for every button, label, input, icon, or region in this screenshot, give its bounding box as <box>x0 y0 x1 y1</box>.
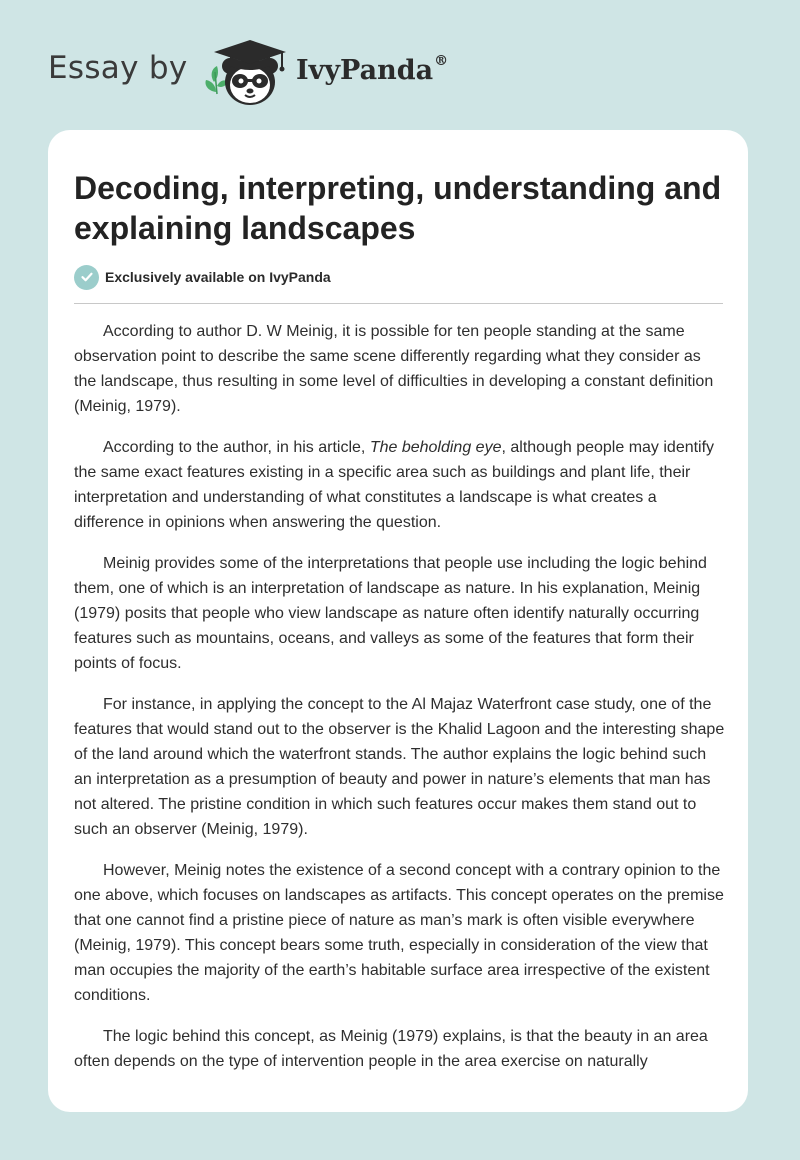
registered-mark: ® <box>434 53 449 69</box>
site-header <box>0 0 800 130</box>
paragraph: However, Meinig notes the existence of a second concept with a contrary opinion to the one above, which focuses on landscapes as artifacts. This concept operates on the premise that one cannot find a pristine piece of nature as man’s mark is often visible everywhere (Meinig, 1979). This concept bears some truth, especially in consideration of the view that man occupies the majority of the earth’s habitable surface area irrespective of the existent conditions. <box>74 862 724 1004</box>
paragraph: Meinig provides some of the interpretations that people use including the logic behind them, one of which is an interpretation of landscape as nature. In his explanation, Meinig (1979) posits that people who view landscape as nature often identify naturally occurring features such as mountains, oceans, and valleys as some of the features that form their points of focus. <box>74 555 707 672</box>
check-icon <box>74 265 99 290</box>
paragraph: The logic behind this concept, as Meinig (1979) explains, is that the beauty in an area often depends on the type of intervention people in the area exercise on naturally <box>74 1028 708 1070</box>
essay-title: Decoding, interpreting, understanding and explaining landscapes <box>74 170 722 246</box>
divider <box>74 303 723 304</box>
paragraph: According to the author, in his article, The beholding eye, although people may identify the same exact features existing in a specific area such as buildings and plant life, their interpretation and understanding of what constitutes a landscape is what creates a difference in opinions when answering the question. <box>74 439 715 531</box>
essay-body <box>74 319 726 1090</box>
badge-text: Exclusively available on IvyPanda <box>105 269 331 285</box>
panda-graduate-icon[interactable] <box>200 36 292 108</box>
essay-card <box>48 130 748 1112</box>
article-title-italic: The beholding eye <box>369 439 502 456</box>
exclusive-badge <box>74 264 331 290</box>
paragraph: According to author D. W Meinig, it is possible for ten people standing at the same observation point to describe the same scene differently regarding what they consider as the landscape, thus resulting in some level of difficulties in developing a constant definition (Meinig, 1979). <box>74 323 714 415</box>
paragraph: For instance, in applying the concept to the Al Majaz Waterfront case study, one of the features that would stand out to the observer is the Khalid Lagoon and the interesting shape of the land around which the waterfront stands. The author explains the logic behind such an interpretation as a presumption of beauty and power in nature’s elements that man has not altered. The pristine condition in which such features occur makes them stand out to such an observer (Meinig, 1979). <box>74 696 725 838</box>
brand-name[interactable]: IvyPanda® <box>296 53 449 86</box>
essay-by-label: Essay by <box>48 50 188 86</box>
